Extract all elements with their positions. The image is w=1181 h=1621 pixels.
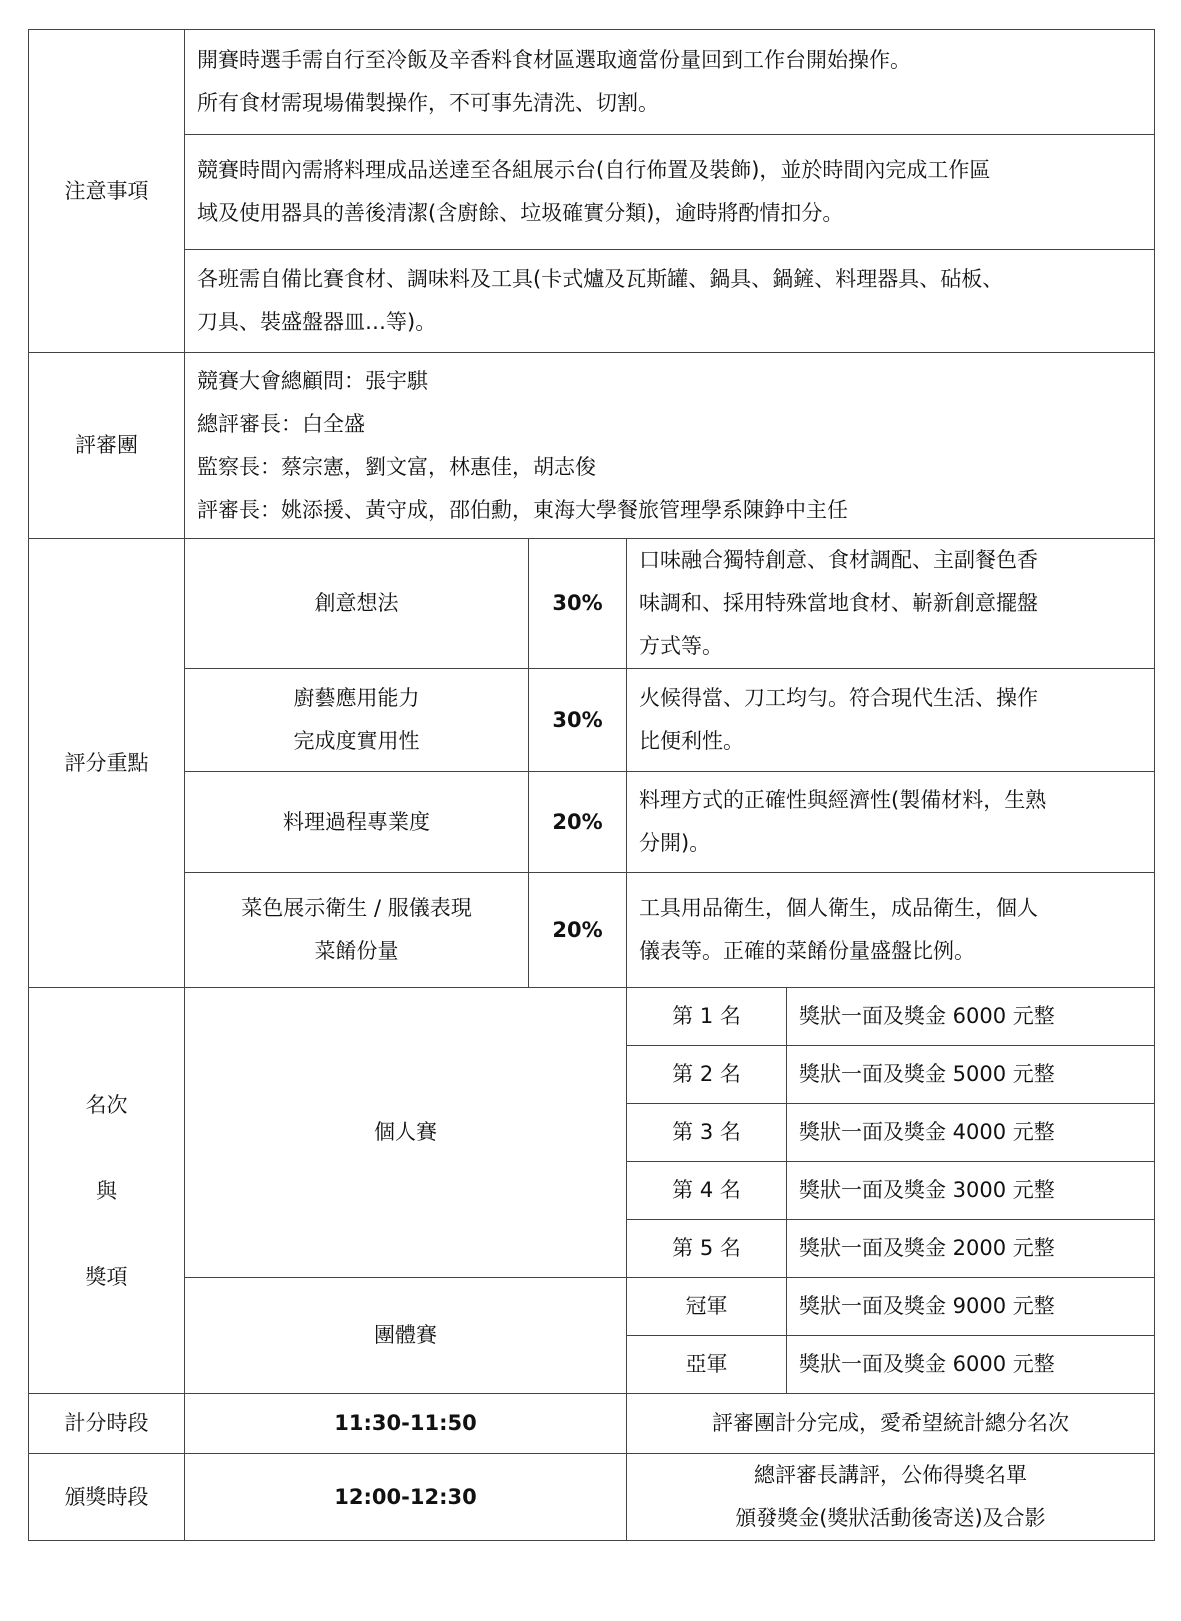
notes-text-1: 開賽時選手需自行至冷飯及辛香料食材區選取適當份量回到工作台開始操作。 所有食材需現場備製操作，不可事先清洗、切割。 <box>185 30 1155 135</box>
scoring-item-name: 廚藝應用能力 完成度實用性 <box>185 669 529 772</box>
rank-label: 冠軍 <box>627 1278 787 1336</box>
rank-label: 第 2 名 <box>627 1046 787 1104</box>
judges-row <box>29 353 1155 539</box>
prize-text: 獎狀一面及獎金 5000 元整 <box>787 1046 1155 1104</box>
scoring-item-percent: 30% <box>529 539 627 669</box>
scoring-item-name: 料理過程專業度 <box>185 772 529 873</box>
scoring-period-row <box>29 1394 1155 1454</box>
scoring-row-2 <box>29 669 1155 772</box>
notes-row-3 <box>29 250 1155 353</box>
scoring-row-1 <box>29 539 1155 669</box>
scoring-item-desc: 口味融合獨特創意、食材調配、主副餐色香 味調和、採用特殊當地食材、嶄新創意擺盤 方式等。 <box>627 539 1155 669</box>
notes-text-3: 各班需自備比賽食材、調味料及工具(卡式爐及瓦斯罐、鍋具、鍋鏟、料理器具、砧板、 刀具、裝盛盤器皿…等)。 <box>185 250 1155 353</box>
rank-label: 第 1 名 <box>627 988 787 1046</box>
award-row-6 <box>29 1278 1155 1336</box>
rank-label: 第 3 名 <box>627 1104 787 1162</box>
scoring-label: 評分重點 <box>29 539 185 988</box>
prize-text: 獎狀一面及獎金 3000 元整 <box>787 1162 1155 1220</box>
scoring-row-4 <box>29 873 1155 988</box>
scoring-item-name: 創意想法 <box>185 539 529 669</box>
scoring-period-desc: 評審團計分完成，愛希望統計總分名次 <box>627 1394 1155 1454</box>
individual-label: 個人賽 <box>185 988 627 1278</box>
rank-label: 第 5 名 <box>627 1220 787 1278</box>
prize-text: 獎狀一面及獎金 9000 元整 <box>787 1278 1155 1336</box>
judges-list: 競賽大會總顧問：張宇騏 總評審長：白全盛 監察長：蔡宗憲，劉文富，林惠佳，胡志俊 評審長：姚添援、黃守成，邵伯勳，東海大學餐旅管理學系陳錚中主任 <box>185 353 1155 539</box>
event-rules-table <box>28 29 1155 1541</box>
notes-row-2 <box>29 135 1155 250</box>
rank-label: 亞軍 <box>627 1336 787 1394</box>
award-period-row <box>29 1454 1155 1541</box>
notes-text-2: 競賽時間內需將料理成品送達至各組展示台(自行佈置及裝飾)，並於時間內完成工作區 域及使用器具的善後清潔(含廚餘、垃圾確實分類)，逾時將酌情扣分。 <box>185 135 1155 250</box>
judges-label: 評審團 <box>29 353 185 539</box>
prize-text: 獎狀一面及獎金 2000 元整 <box>787 1220 1155 1278</box>
scoring-item-percent: 20% <box>529 772 627 873</box>
scoring-period-time: 11:30-11:50 <box>185 1394 627 1454</box>
rank-label: 第 4 名 <box>627 1162 787 1220</box>
prize-text: 獎狀一面及獎金 6000 元整 <box>787 1336 1155 1394</box>
scoring-row-3 <box>29 772 1155 873</box>
scoring-item-percent: 30% <box>529 669 627 772</box>
prize-text: 獎狀一面及獎金 6000 元整 <box>787 988 1155 1046</box>
awards-label: 名次 與 獎項 <box>29 988 185 1394</box>
team-label: 團體賽 <box>185 1278 627 1394</box>
prize-text: 獎狀一面及獎金 4000 元整 <box>787 1104 1155 1162</box>
award-period-time: 12:00-12:30 <box>185 1454 627 1541</box>
notes-row-1 <box>29 30 1155 135</box>
notes-label: 注意事項 <box>29 30 185 353</box>
scoring-item-desc: 料理方式的正確性與經濟性(製備材料，生熟 分開)。 <box>627 772 1155 873</box>
scoring-item-name: 菜色展示衛生 / 服儀表現 菜餚份量 <box>185 873 529 988</box>
scoring-item-desc: 工具用品衛生，個人衛生，成品衛生，個人 儀表等。正確的菜餚份量盛盤比例。 <box>627 873 1155 988</box>
scoring-item-percent: 20% <box>529 873 627 988</box>
scoring-period-label: 計分時段 <box>29 1394 185 1454</box>
award-row-1 <box>29 988 1155 1046</box>
award-period-label: 頒獎時段 <box>29 1454 185 1541</box>
scoring-item-desc: 火候得當、刀工均勻。符合現代生活、操作 比便利性。 <box>627 669 1155 772</box>
award-period-desc: 總評審長講評，公佈得獎名單 頒發獎金(獎狀活動後寄送)及合影 <box>627 1454 1155 1541</box>
